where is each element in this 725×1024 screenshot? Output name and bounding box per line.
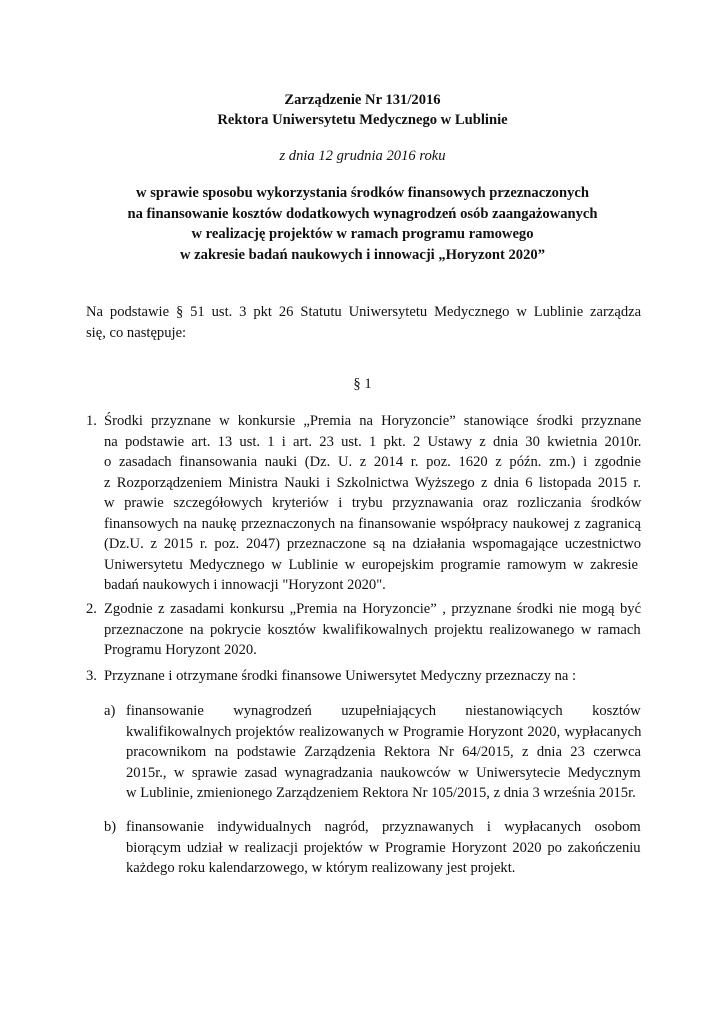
text-line: Środki przyznane w konkursie „Premia na Horyzoncie” stanowiące środki przyznane bbox=[104, 413, 642, 429]
text-line: przeznaczone na pokrycie kosztów kwalifikowalnych projektu realizowanego w ramach bbox=[104, 621, 641, 638]
item-text bbox=[104, 666, 641, 687]
sub-item-text bbox=[126, 817, 641, 879]
text-line: Przyznane i otrzymane środki finansowe Uniwersytet Medyczny przeznaczy na : bbox=[104, 668, 577, 684]
text-line: w prawie szczegółowych kryteriów i trybu przyznawania oraz rozliczania środków bbox=[104, 495, 642, 511]
text-line: na podstawie art. 13 ust. 1 i art. 23 ust. 1 pkt. 2 Ustawy z dnia 30 kwietnia 2010r. bbox=[104, 433, 642, 450]
text-line: kwalifikowalnych projektów realizowanych w Programie Horyzont 2020, wypłacanych bbox=[126, 723, 642, 740]
preamble-line: się, co następuje: bbox=[86, 324, 187, 341]
text-line: Zgodnie z zasadami konkursu „Premia na Horyzoncie” , przyznane środki nie mogą być bbox=[104, 601, 642, 617]
text-line: finansowanie wynagrodzeń uzupełniających niestanowiących kosztów bbox=[126, 703, 641, 719]
item-text bbox=[104, 411, 641, 596]
section-sign: § 1 bbox=[353, 376, 372, 392]
preamble bbox=[86, 302, 641, 343]
text-line: o zasadach finansowania nauki (Dz. U. z 2014 r. poz. 1620 z późn. zm.) i zgodnie bbox=[104, 454, 641, 470]
item-text bbox=[104, 599, 641, 661]
text-line: w Lublinie, zmienionego Zarządzeniem Rektora Nr 105/2015, z dnia 3 września 2015r. bbox=[126, 785, 636, 801]
text-line: biorącym udział w realizacji projektów w Programie Horyzont 2020 po zakończeniu bbox=[126, 839, 641, 856]
item-number: 2. bbox=[86, 601, 97, 617]
text-line: badań naukowych i innowacji "Horyzont 2020". bbox=[104, 577, 386, 593]
text-line: każdego roku kalendarzowego, w którym realizowany jest projekt. bbox=[126, 860, 516, 876]
text-line: finansowanie indywidualnych nagród, przyznawanych i wypłacanych osobom bbox=[126, 819, 641, 835]
sub-item-text bbox=[126, 701, 641, 804]
item-number: 1. bbox=[86, 413, 97, 429]
preamble-line: Na podstawie § 51 ust. 3 pkt 26 Statutu Uniwersytetu Medycznego w Lublinie zarządza bbox=[86, 304, 642, 320]
document-date: z dnia 12 grudnia 2016 roku bbox=[279, 148, 446, 164]
text-line: 2015r., w sprawie zasad wynagradzania naukowców w Uniwersytecie Medycznym bbox=[126, 764, 641, 781]
text-line: Uniwersytetu Medycznego w Lublinie w europejskim programie ramowym w zakresie bbox=[104, 556, 638, 573]
text-line: (Dz.U. z 2015 r. poz. 2047) przeznaczone są na działania wspomagające uczestnictwo bbox=[104, 536, 642, 552]
sub-item-letter: a) bbox=[104, 703, 116, 719]
subject-line: na finansowanie kosztów dodatkowych wynagrodzeń osób zaangażowanych bbox=[127, 205, 598, 222]
document-issuer: Rektora Uniwersytetu Medycznego w Lublinie bbox=[217, 112, 508, 128]
text-line: pracownikom na podstawie Zarządzenia Rektora Nr 64/2015, z dnia 23 czerwca bbox=[126, 744, 642, 760]
subject-line: w zakresie badań naukowych i innowacji „Horyzont 2020” bbox=[179, 246, 545, 263]
text-line: finansowych na naukę przeznaczonych na finansowanie współpracy naukowej z zagranicą bbox=[104, 515, 641, 532]
subject-line: w sprawie sposobu wykorzystania środków finansowych przeznaczonych bbox=[136, 185, 589, 201]
subject-line: w realizację projektów w ramach programu ramowego bbox=[191, 226, 534, 242]
sub-item-letter: b) bbox=[104, 819, 117, 835]
item-number: 3. bbox=[86, 668, 97, 684]
text-line: z Rozporządzeniem Ministra Nauki i Szkolnictwa Wyższego z dnia 6 listopada 2015 r. bbox=[104, 474, 642, 491]
document-subject bbox=[60, 183, 665, 265]
text-line: Programu Horyzont 2020. bbox=[104, 642, 257, 658]
document-title: Zarządzenie Nr 131/2016 bbox=[284, 92, 441, 108]
